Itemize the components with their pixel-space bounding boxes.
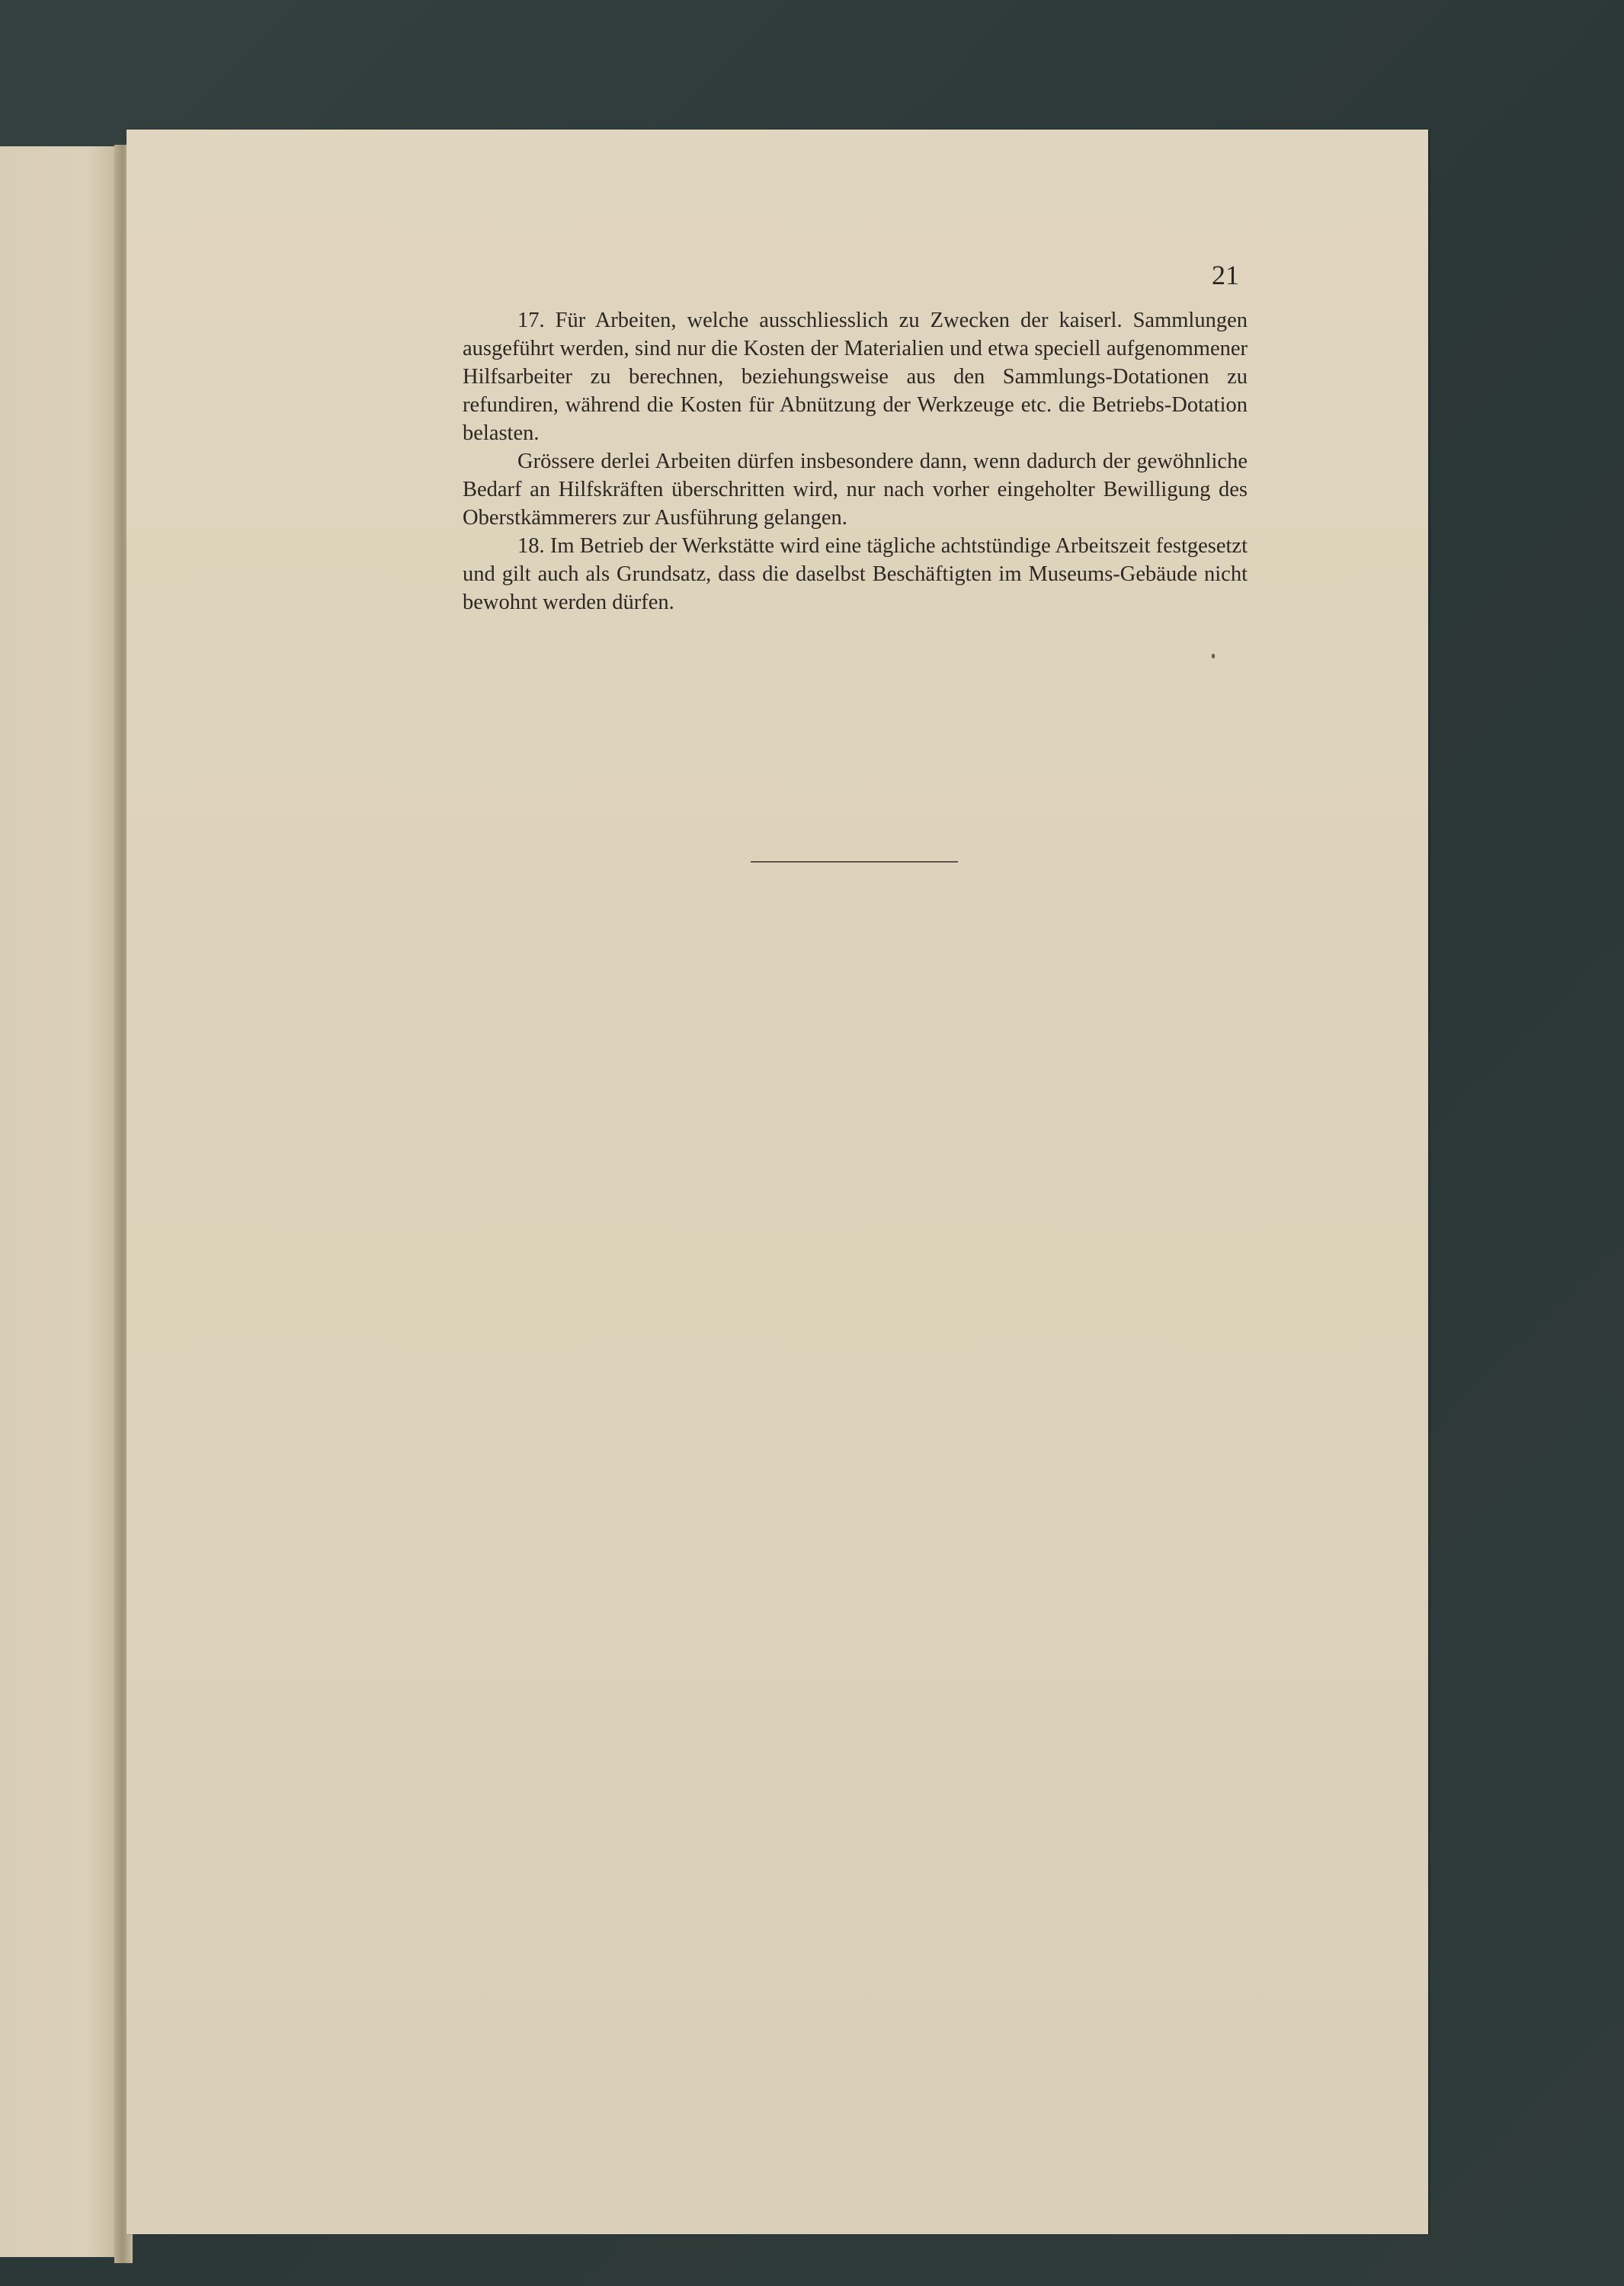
paragraph-17: 17. Für Arbeiten, welche ausschliesslich zu Zwecken der kaiserl. Sammlungen ausgeführt werden, sind nur die Kosten der Materialien und etwa speciell aufgenommener Hilfsarbeiter zu berechnen, beziehungsweise aus den Sammlungs-Dotationen zu refundiren, während die Kosten für Abnützung der Werkzeuge etc. die Betriebs-Dotation belasten. [463, 309, 1248, 445]
page-body-text [463, 306, 1248, 616]
paragraph-18: 18. Im Betrieb der Werkstätte wird eine tägliche achtstündige Arbeitszeit festgesetzt und gilt auch als Grundsatz, dass die daselbst Beschäftigten im Museums-Gebäude nicht bewohnt werden dürfen. [463, 534, 1248, 614]
paper-speck [1212, 654, 1215, 658]
page-number: 21 [1212, 260, 1239, 290]
left-page-edge [0, 146, 123, 2257]
paragraph-17-continued: Grössere derlei Arbeiten dürfen insbesondere dann, wenn dadurch der gewöhnliche Bedarf an Hilfskräften überschritten wird, nur nach vorher eingeholter Bewilligung des Oberstkämmerers zur Ausführung gelangen. [463, 450, 1248, 530]
section-end-rule [751, 861, 958, 863]
